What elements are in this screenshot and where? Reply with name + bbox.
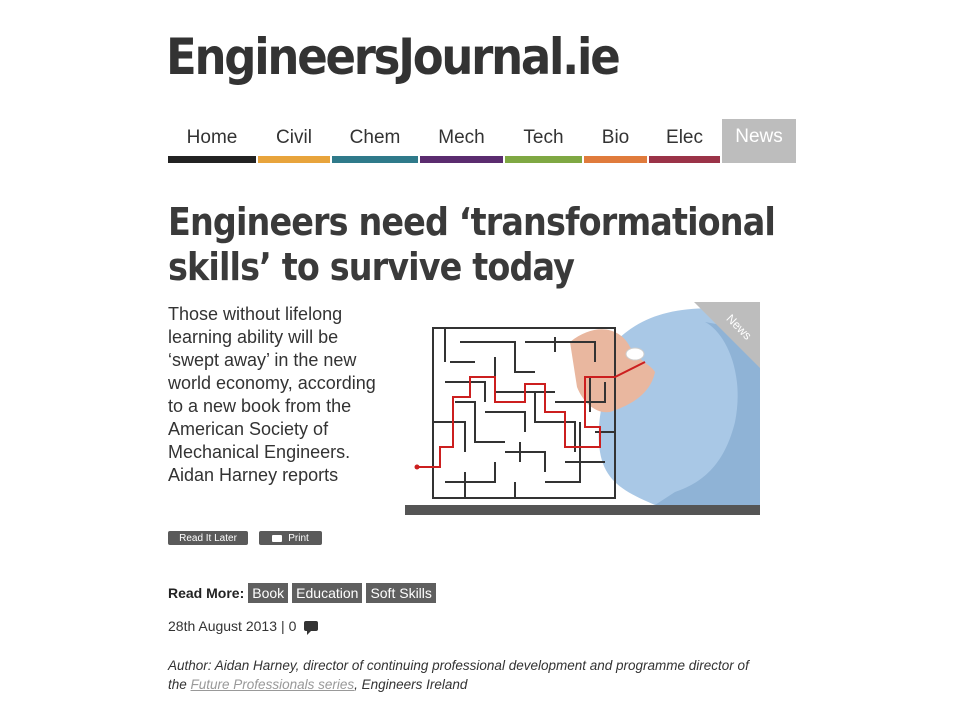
- nav-item-label: Mech: [438, 127, 485, 148]
- headline-line-2: skills’ to survive today: [168, 245, 575, 289]
- comment-icon[interactable]: [304, 621, 318, 631]
- article-standfirst: Those without lifelong learning ability will be ‘swept away’ in the new world economy, according to a new book from the American Society of Mechanical Engineers. Aidan Harney reports: [168, 304, 376, 485]
- article-date: 28th August 2013: [168, 618, 277, 634]
- headline-line-1: Engineers need ‘transformational: [168, 200, 775, 244]
- nav-item-label: Chem: [349, 127, 401, 148]
- read-more-tags: [168, 583, 440, 603]
- article-hero-image: [405, 302, 760, 515]
- nav-item-chem[interactable]: [332, 119, 418, 163]
- tag-book[interactable]: Book: [248, 583, 288, 603]
- nav-item-mech[interactable]: [420, 119, 503, 163]
- printer-icon: [272, 535, 282, 542]
- tag-soft-skills[interactable]: Soft Skills: [366, 583, 435, 603]
- marker-cap-shape: [626, 348, 644, 360]
- nav-item-label: Tech: [523, 127, 564, 148]
- dateline-separator: |: [281, 618, 285, 634]
- print-label: Print: [288, 532, 309, 544]
- nav-item-bio[interactable]: [584, 119, 647, 163]
- author-note: [168, 656, 768, 694]
- article-dateline: [168, 618, 318, 634]
- nav-item-label: News: [735, 126, 783, 147]
- site-logo[interactable]: EngineersJournal.ie: [166, 28, 619, 86]
- read-it-later-label: Read It Later: [179, 532, 237, 544]
- nav-item-elec[interactable]: [649, 119, 720, 163]
- nav-item-news[interactable]: [722, 119, 796, 163]
- nav-item-tech[interactable]: [505, 119, 582, 163]
- read-more-label: Read More:: [168, 585, 245, 601]
- nav-item-label: Elec: [666, 127, 703, 148]
- image-bottom-bar: [405, 505, 760, 515]
- article-headline: [168, 200, 775, 290]
- nav-item-label: Home: [186, 127, 238, 148]
- author-prefix: Author: Aidan Harney, director of continuing professional development and programme director of the: [168, 658, 749, 692]
- future-professionals-link[interactable]: Future Professionals series: [190, 677, 355, 692]
- read-it-later-button[interactable]: [168, 531, 248, 545]
- news-corner-label: News: [723, 311, 755, 343]
- main-nav: [168, 119, 798, 163]
- print-button[interactable]: [259, 531, 322, 545]
- nav-item-label: Bio: [601, 127, 630, 148]
- nav-item-civil[interactable]: [258, 119, 330, 163]
- author-suffix: , Engineers Ireland: [354, 677, 468, 692]
- nav-item-label: Civil: [276, 127, 312, 148]
- nav-item-home[interactable]: [168, 119, 256, 163]
- maze-start-dot: [415, 465, 420, 470]
- comment-count[interactable]: 0: [288, 618, 297, 634]
- tag-education[interactable]: Education: [292, 583, 362, 603]
